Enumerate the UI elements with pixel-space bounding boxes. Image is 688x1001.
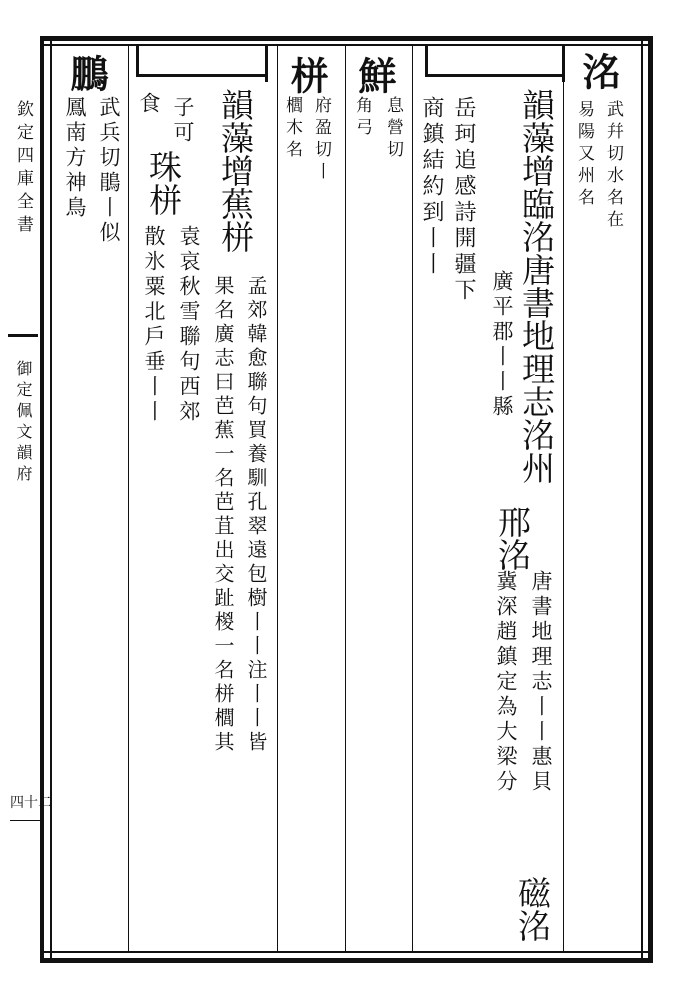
divider-line — [128, 46, 129, 951]
entry-line: 韻藻增臨洺唐書地理志洺州 — [517, 88, 556, 484]
note-line: 廣平郡丨丨縣 — [490, 270, 514, 420]
divider-line — [345, 46, 346, 951]
note-line: 武幷切水名在 — [603, 100, 623, 232]
divider-line — [563, 46, 564, 951]
bracket-mark — [425, 46, 428, 77]
note-line: 息營切 — [383, 96, 403, 162]
divider-line — [412, 46, 413, 951]
frame-top-outer — [42, 36, 650, 41]
note-line: 孟郊韓愈聯句買養馴孔翠遠包樹丨丨注丨丨皆 — [244, 275, 268, 755]
note-line: 角弓 — [352, 96, 372, 140]
entry-phrase: 磁洺 — [513, 876, 552, 942]
headword-bing: 栟 — [284, 56, 329, 94]
note-line: 果名廣志曰芭蕉一名芭苴出交趾椶一名栟櫚其 — [211, 275, 235, 755]
headword-peng: 鵬 — [64, 54, 109, 92]
frame-bottom-outer — [42, 958, 650, 963]
note-line: 櫚木名 — [282, 96, 302, 162]
margin-page-number: 四十二 — [10, 795, 52, 811]
note-line: 武兵切鵑丨似 — [97, 96, 121, 246]
frame-left-inner — [50, 36, 52, 963]
headword-xian: 鮮 — [352, 56, 397, 94]
bracket-mark — [136, 46, 139, 77]
note-line: 散氷粟北戶垂丨丨 — [142, 225, 166, 425]
margin-book-title: 欽定四庫全書 — [13, 100, 33, 238]
entry-line: 韻藻增蕉栟 — [216, 88, 255, 253]
note-line: 易陽又州名 — [574, 100, 594, 210]
note-line: 袁哀秋雪聯句西郊 — [177, 225, 201, 425]
headword-ming: 洺 — [576, 52, 621, 90]
frame-right-outer — [648, 36, 653, 963]
note-line: 岳珂追感詩開疆下 — [451, 96, 476, 304]
frame-left-outer — [40, 36, 44, 963]
note-line: 食 — [137, 92, 161, 117]
entry-phrase: 邢洺 — [493, 505, 532, 571]
fish-tail-mark — [8, 334, 38, 337]
note-line: 唐書地理志丨丨惠貝 — [529, 570, 553, 795]
note-line: 冀深趙鎮定為大梁分 — [494, 570, 518, 795]
note-line: 府盈切丨 — [311, 96, 331, 184]
note-line: 商鎮結約到丨丨 — [419, 96, 444, 278]
margin-volume-title: 御定佩文韻府 — [14, 360, 33, 486]
divider-line — [277, 46, 278, 951]
entry-phrase: 珠栟 — [144, 150, 183, 216]
note-line: 子可 — [171, 96, 195, 146]
frame-bottom-inner — [42, 951, 650, 953]
margin-tick — [10, 820, 40, 821]
note-line: 鳳南方神鳥 — [63, 96, 87, 221]
bracket-mark — [136, 74, 266, 77]
frame-top-inner — [42, 44, 650, 46]
bracket-mark — [425, 74, 563, 77]
frame-right-inner — [641, 36, 643, 963]
